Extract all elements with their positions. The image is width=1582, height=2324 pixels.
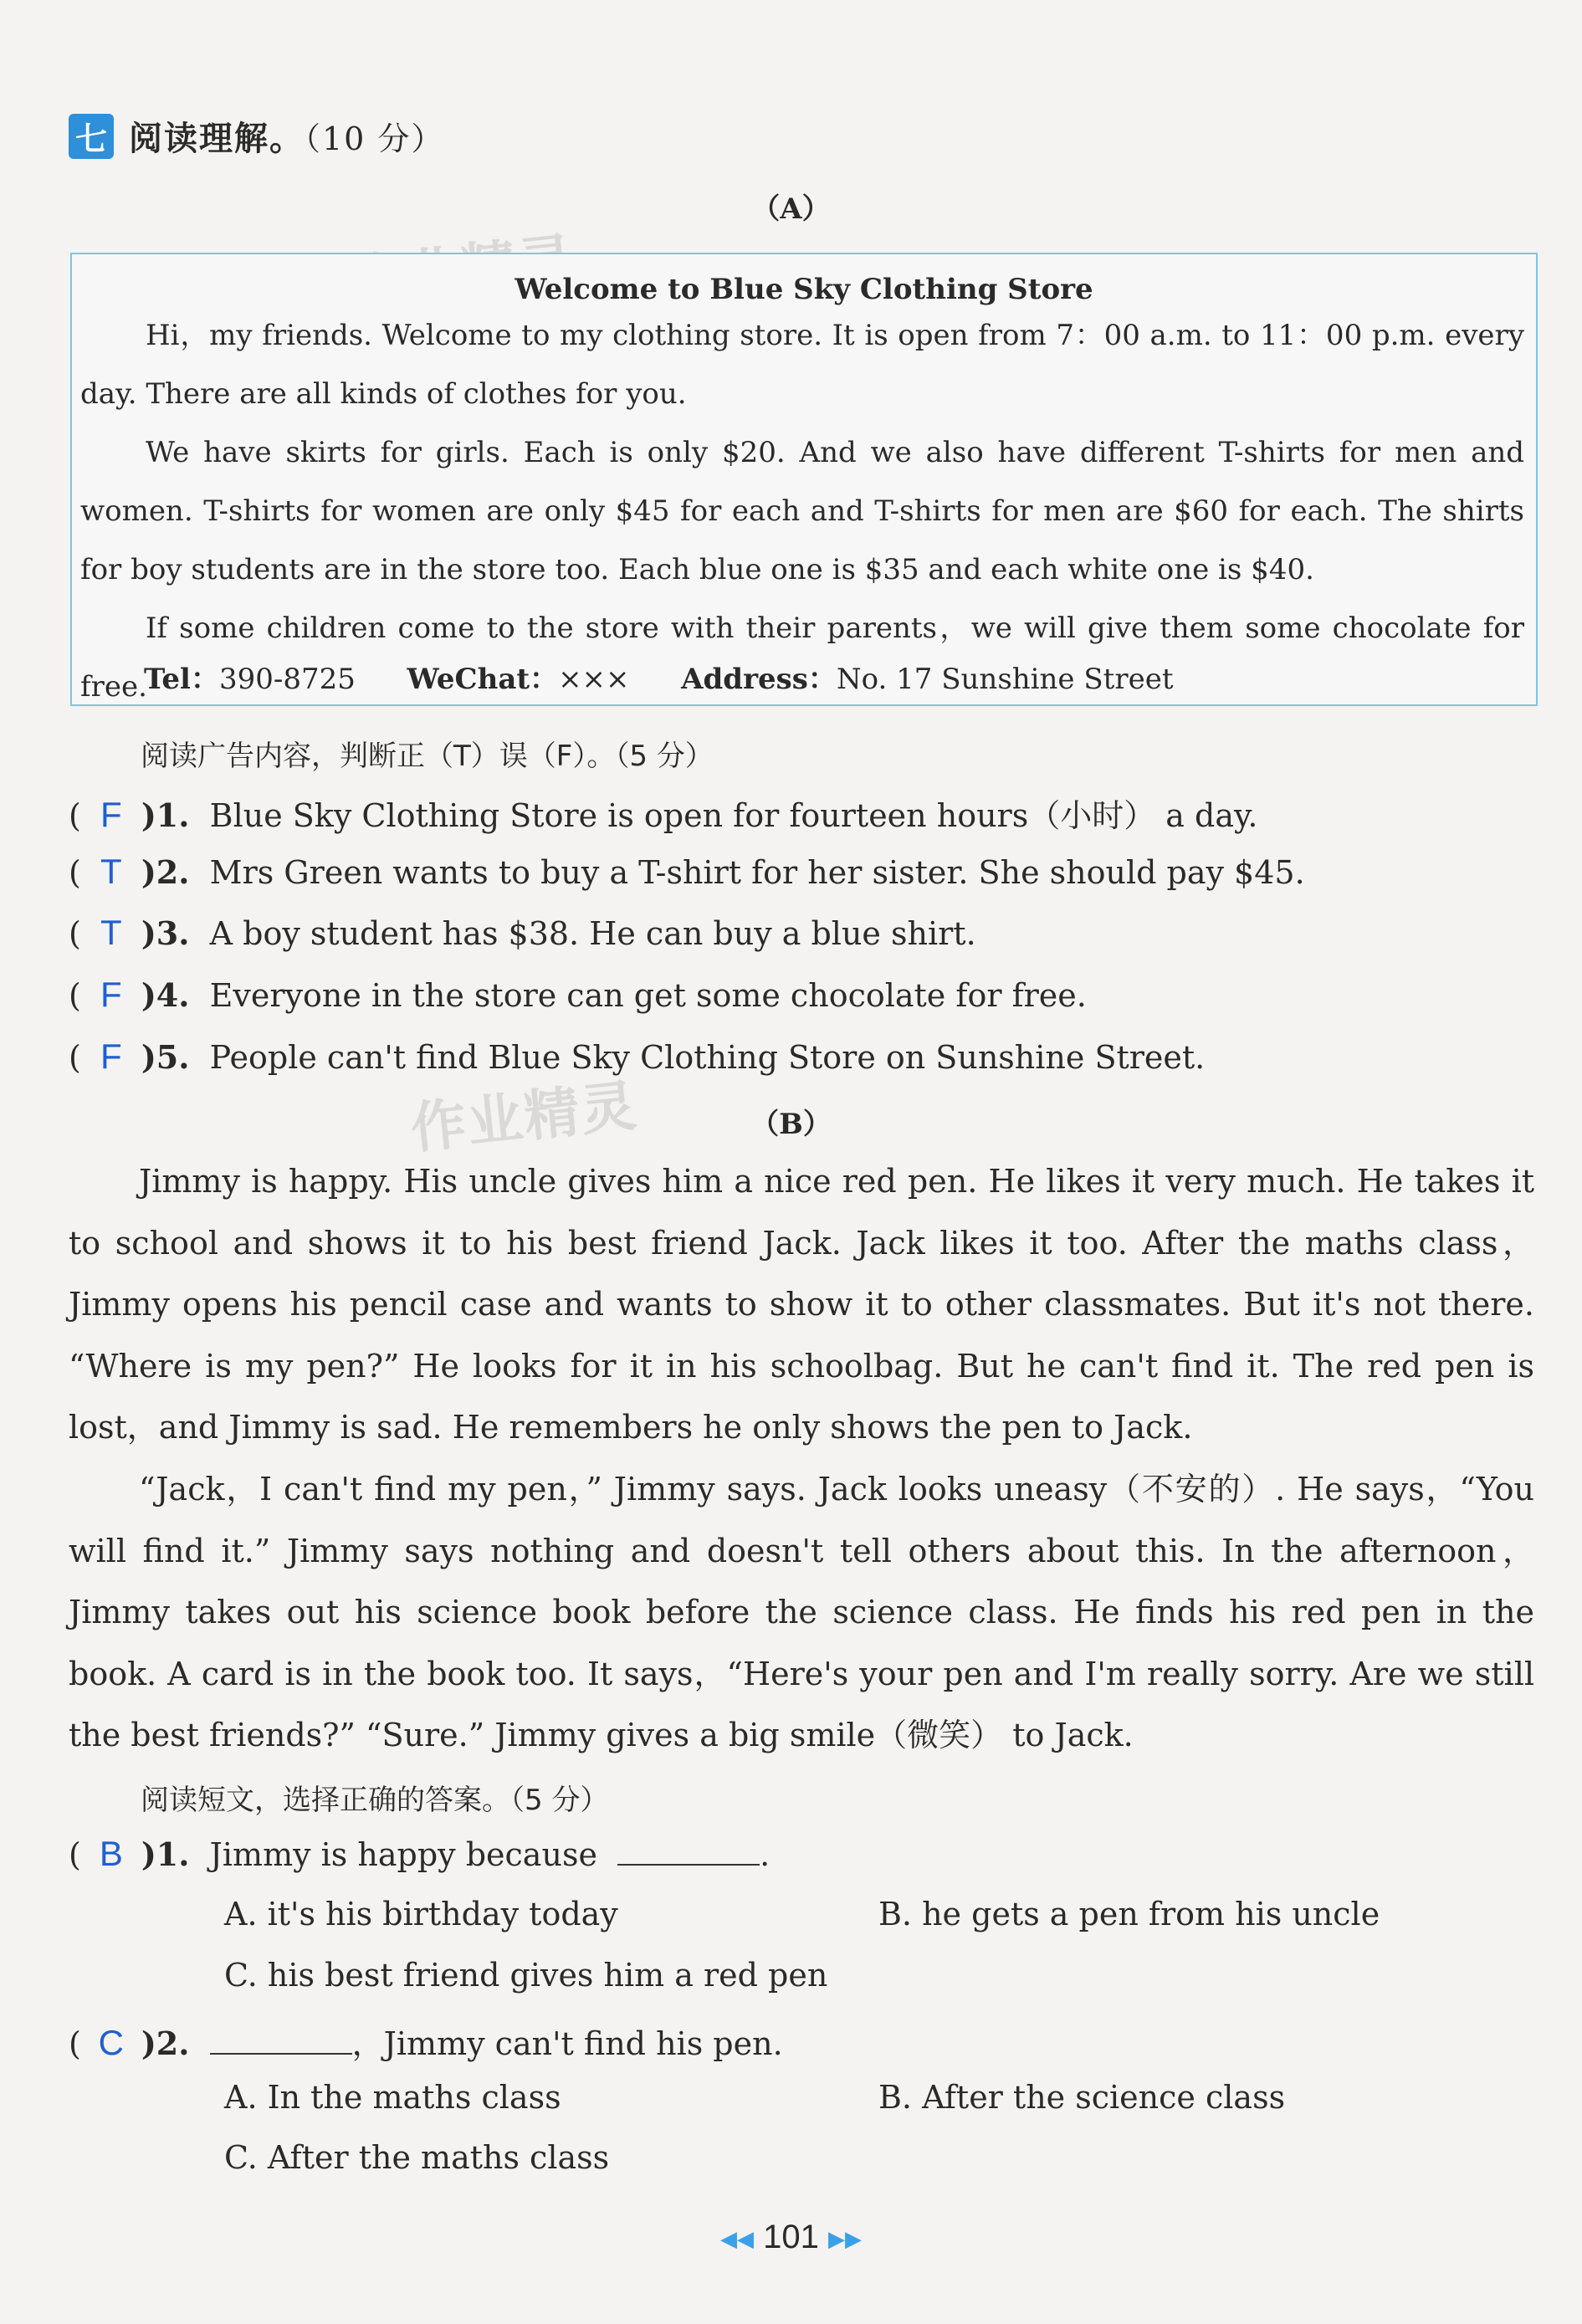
ad-paragraph-1: Hi，my friends. Welcome to my clothing store. It is open from 7：00 a.m. to 11：00 p.m. every day. There are all kinds of clothes for you.	[80, 319, 1524, 411]
next-arrow-icon: ▶▶	[828, 2225, 862, 2251]
watermark: 作业精灵	[407, 1072, 641, 1161]
section-badge: 七	[69, 114, 114, 159]
tf-question-2: ( T )2. Mrs Green wants to buy a T-shirt for her sister. She should pay $45.	[69, 852, 1305, 891]
page-footer	[0, 2219, 1582, 2256]
tf-question-5: ( F )5. People can't find Blue Sky Clothing Store on Sunshine Street.	[69, 1037, 1206, 1076]
part-a-label: （A）	[751, 192, 831, 226]
tf-question-3: ( T )3. A boy student has $38. He can buy a blue shirt.	[69, 913, 976, 952]
ad-paragraph-3: If some children come to the store with their parents，we will give them some chocolate for free.	[80, 612, 1524, 704]
address: No. 17 Sunshine Street	[836, 663, 1174, 696]
mc-question-2: ( C )2. ，Jimmy can't find his pen.	[69, 2023, 783, 2062]
option-b: B. he gets a pen from his uncle	[878, 1896, 1380, 1932]
part-b-label: （B）	[750, 1108, 832, 1141]
ad-contact-line: Tel：390-8725 WeChat：××× Address：No. 17 Sunshine Street	[144, 663, 1174, 696]
answer-mark: B	[99, 1834, 123, 1873]
option-c: C. his best friend gives him a red pen	[224, 1957, 828, 1994]
ad-title: Welcome to Blue Sky Clothing Store	[515, 273, 1093, 306]
prev-arrow-icon: ◀◀	[720, 2225, 754, 2251]
page-number: 101	[763, 2219, 819, 2255]
mc-question-1: ( B )1. Jimmy is happy because .	[69, 1834, 771, 1873]
advertisement-box	[70, 253, 1538, 706]
answer-blank	[210, 2028, 352, 2055]
section-score: （10 分）	[305, 120, 445, 157]
section-header	[69, 112, 444, 160]
passage-paragraph-1: Jimmy is happy. His uncle gives him a nice red pen. He likes it very much. He takes it to school and shows it to his best friend Jack. Jack likes it too. After the maths class，Jimmy opens his pencil case and wants to show it to other classmates. But it's not there. “Where is my pen?” He looks for it in his schoolbag. But he can't find it. The red pen is lost，and Jimmy is sad. He remembers he only shows the pen to Jack.	[69, 1163, 1534, 1446]
answer-mark: T	[100, 913, 122, 952]
tf-question-1: ( F )1. Blue Sky Clothing Store is open for fourteen hours（小时） a day.	[69, 795, 1258, 834]
passage-paragraph-2: “Jack，I can't find my pen，” Jimmy says. Jack looks uneasy（不安的）. He says，“You will find it.” Jimmy says nothing and doesn't tell others about this. In the afternoon，Jimmy takes out his science book before the science class. He finds his red pen in the book. A card is in the book too. It says，“Here's your pen and I'm really sorry. Are we still the best friends?” “Sure.” Jimmy gives a big smile（微笑） to Jack.	[69, 1471, 1534, 1753]
answer-mark: F	[100, 975, 122, 1014]
option-b: B. After the science class	[878, 2079, 1286, 2116]
ad-paragraph-2: We have skirts for girls. Each is only $20. And we also have different T-shirts for men and women. T-shirts for women are only $45 for each and T-shirts for men are $60 for each. The shirts for boy students are in the store too. Each blue one is $35 and each white one is $40.	[80, 436, 1524, 586]
tel-number: 390-8725	[218, 663, 356, 696]
option-a: A. In the maths class	[224, 2079, 561, 2116]
part-b-instruction: 阅读短文，选择正确的答案。（5 分）	[141, 1784, 609, 1817]
section-title: 阅读理解。（10 分）	[129, 120, 445, 158]
tf-question-4: ( F )4. Everyone in the store can get some chocolate for free.	[69, 975, 1087, 1014]
option-a: A. it's his birthday today	[224, 1896, 618, 1932]
answer-mark: T	[100, 852, 122, 891]
answer-mark: C	[98, 2023, 124, 2062]
option-c: C. After the maths class	[224, 2139, 610, 2176]
part-a-instruction: 阅读广告内容，判断正（T）误（F）。（5 分）	[141, 740, 714, 773]
answer-mark: F	[100, 1037, 122, 1076]
answer-mark: F	[100, 795, 122, 834]
wechat-id: ×××	[558, 663, 630, 696]
answer-blank	[617, 1839, 760, 1866]
